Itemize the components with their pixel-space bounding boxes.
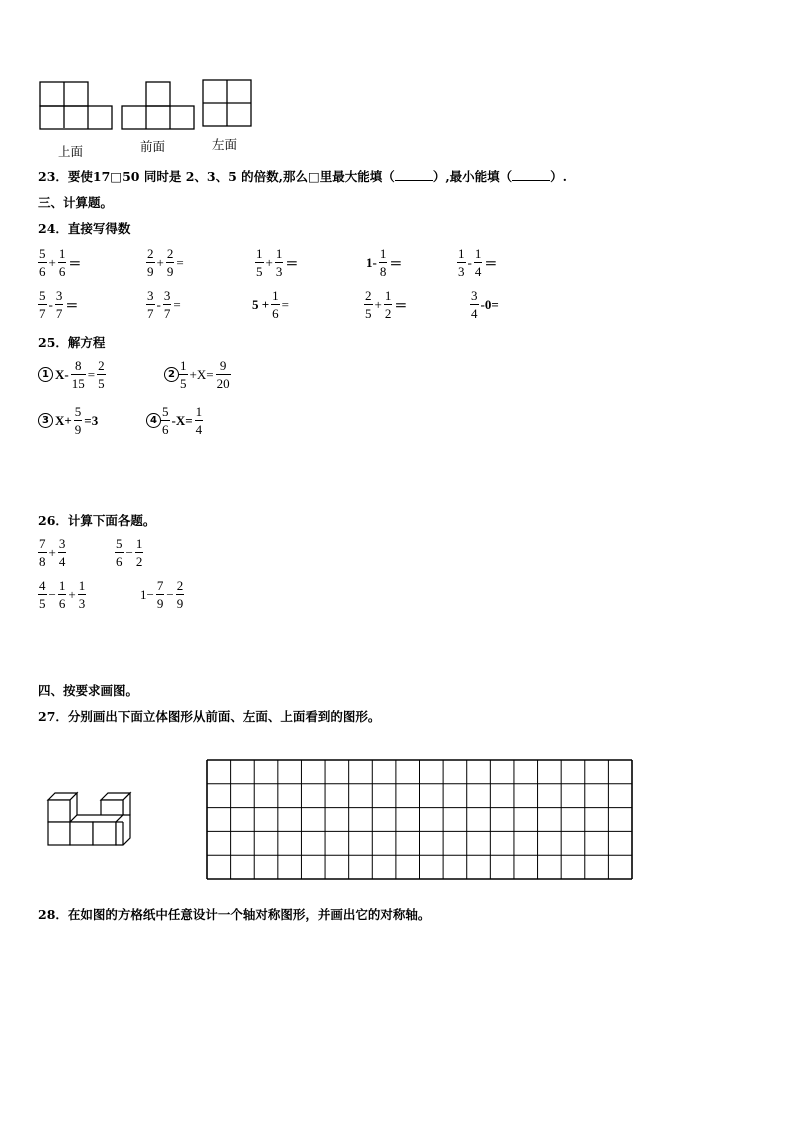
q26-expression-1: $\frac{7}{8}$ + $\frac{3}{4}$ <box>39 536 66 569</box>
question-26-title: 26．计算下面各题。 <box>38 513 156 528</box>
answer-blank-min[interactable] <box>512 180 550 181</box>
view-top-figure <box>38 80 114 132</box>
q26-expression-2: $\frac{5}{6}$ − $\frac{1}{2}$ <box>116 536 143 569</box>
question-24-title: 24．直接写得数 <box>38 221 131 236</box>
q24-item-4: 1- $\frac{1}{8}$ ＝ <box>366 246 403 279</box>
grid-paper[interactable] <box>206 759 634 881</box>
q25-equation-1: 1 X- $\frac{8}{15}$ = $\frac{2}{5}$ <box>38 357 106 392</box>
view-left-figure <box>201 78 253 130</box>
question-23: 23．要使17□50 同时是 2、3、5 的倍数,那么□里最大能填（ ）,最小能填（ ）. <box>38 169 568 184</box>
answer-blank-max[interactable] <box>395 180 433 181</box>
q24-item-2: $\frac{2}{9}$ + $\frac{2}{9}$ = <box>147 246 184 279</box>
q24-item-6: $\frac{5}{7}$ - $\frac{3}{7}$ ＝ <box>39 288 79 321</box>
q26-expression-4: 1− $\frac{7}{9}$ − $\frac{2}{9}$ <box>140 578 184 611</box>
section-4-heading: 四、按要求画图。 <box>38 683 139 698</box>
view-front-figure <box>120 80 196 132</box>
q24-item-3: $\frac{1}{5}$ + $\frac{1}{3}$ ＝ <box>256 246 299 279</box>
q24-item-7: $\frac{3}{7}$ - $\frac{3}{7}$ = <box>147 288 181 321</box>
question-28-title: 28．在如图的方格纸中任意设计一个轴对称图形，并画出它的对称轴。 <box>38 907 431 922</box>
view-top-label: 上面 <box>58 144 84 159</box>
q25-equation-3: 3 X+ $\frac{5}{9}$ =3 <box>38 403 100 438</box>
q24-item-5: $\frac{1}{3}$ - $\frac{1}{4}$ ＝ <box>458 246 498 279</box>
question-27-title: 27．分别画出下面立体图形从前面、左面、上面看到的图形。 <box>38 709 381 724</box>
cube-solid-figure <box>44 781 136 849</box>
section-3-heading: 三、计算题。 <box>38 195 114 210</box>
view-left-label: 左面 <box>212 137 238 152</box>
q24-item-8: 5 + $\frac{1}{6}$ = <box>252 288 290 321</box>
q24-item-9: $\frac{2}{5}$ + $\frac{1}{2}$ ＝ <box>365 288 408 321</box>
q24-item-10: $\frac{3}{4}$ -0= <box>471 288 499 321</box>
view-front-label: 前面 <box>140 139 166 154</box>
q25-equation-2: 2 $\frac{1}{5}$ +X= $\frac{9}{20}$ <box>164 357 231 392</box>
q24-item-1: $\frac{5}{6}$ + $\frac{1}{6}$ ＝ <box>39 246 82 279</box>
question-25-title: 25．解方程 <box>38 335 106 350</box>
q26-expression-3: $\frac{4}{5}$ − $\frac{1}{6}$ + $\frac{1}{3}$ <box>39 578 86 611</box>
q25-equation-4: 4 $\frac{5}{6}$ -X= $\frac{1}{4}$ <box>146 403 203 438</box>
